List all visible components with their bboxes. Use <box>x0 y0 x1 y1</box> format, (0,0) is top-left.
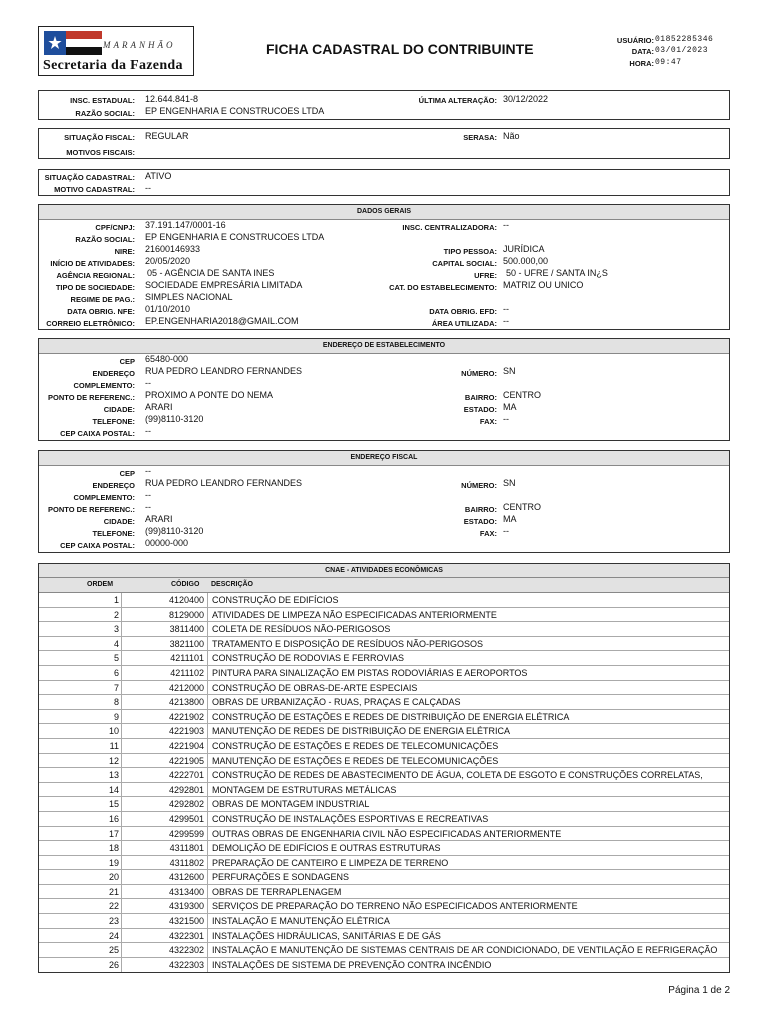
agencia-regional-label: AGÊNCIA REGIONAL: <box>56 271 135 280</box>
regime-pag-label: REGIME DE PAG.: <box>70 295 135 304</box>
data-obrig-efd-value: -- <box>503 304 509 314</box>
column-divider <box>121 666 122 680</box>
ee-endereco-value: RUA PEDRO LEANDRO FERNANDES <box>145 366 303 376</box>
cnae-ordem: 10 <box>108 726 119 737</box>
col-codigo-header: CÓDIGO <box>171 581 200 588</box>
cat-estabelecimento-label: CAT. DO ESTABELECIMENTO: <box>389 283 497 292</box>
insc-estadual-value: 12.644.841-8 <box>145 94 199 104</box>
ee-endereco-label: ENDEREÇO <box>92 369 135 378</box>
maranhao-flag-icon <box>44 31 102 55</box>
cnae-row <box>39 724 729 739</box>
cnae-codigo: 4322301 <box>123 929 208 943</box>
cnae-descricao: OBRAS DE MONTAGEM INDUSTRIAL <box>212 799 370 810</box>
ef-endereco-label: ENDEREÇO <box>92 481 135 490</box>
cnae-ordem: 5 <box>113 653 119 664</box>
ef-cidade-label: CIDADE: <box>103 517 135 526</box>
ee-estado-label: ESTADO: <box>463 405 497 414</box>
column-divider <box>121 885 122 899</box>
cnae-descricao: MANUTENÇÃO DE REDES DE DISTRIBUIÇÃO DE ENERGIA ELÉTRICA <box>212 726 511 737</box>
column-divider <box>121 593 122 607</box>
column-divider <box>121 754 122 768</box>
cnae-ordem: 22 <box>108 901 119 912</box>
cnae-row <box>39 914 729 929</box>
cnae-ordem: 26 <box>108 959 119 970</box>
cnae-descricao: MONTAGEM DE ESTRUTURAS METÁLICAS <box>212 784 397 795</box>
area-utilizada-value: -- <box>503 316 509 326</box>
ee-cep-value: 65480-000 <box>145 354 189 364</box>
dados-gerais-title: DADOS GERAIS <box>39 205 729 220</box>
tipo-sociedade-label: TIPO DE SOCIEDADE: <box>55 283 135 292</box>
ee-numero-label: NÚMERO: <box>461 369 497 378</box>
ee-cep-caixa-label: CEP CAIXA POSTAL: <box>60 429 135 438</box>
dg-razao-social-value: EP ENGENHARIA E CONSTRUCOES LTDA <box>145 232 325 242</box>
cnae-ordem: 21 <box>108 886 119 897</box>
cnae-ordem: 6 <box>113 667 119 678</box>
insc-centralizadora-label: INSC. CENTRALIZADORA: <box>402 223 497 232</box>
cnae-descricao: CONSTRUÇÃO DE ESTAÇÕES E REDES DE TELECOMUNICAÇÕES <box>212 740 499 751</box>
ef-estado-label: ESTADO: <box>463 517 497 526</box>
cnae-ordem: 2 <box>113 609 119 620</box>
cnae-codigo: 4212000 <box>123 681 208 695</box>
column-divider <box>121 797 122 811</box>
cnae-descricao: CONSTRUÇÃO DE OBRAS-DE-ARTE ESPECIAIS <box>212 682 418 693</box>
page-number: Página 1 de 2 <box>668 985 730 996</box>
cnae-codigo: 4319300 <box>123 899 208 913</box>
cnae-row <box>39 739 729 754</box>
cnae-descricao: CONSTRUÇÃO DE INSTALAÇÕES ESPORTIVAS E RECREATIVAS <box>212 813 489 824</box>
cnae-ordem: 1 <box>113 595 119 605</box>
cnae-codigo: 4299501 <box>123 812 208 826</box>
column-divider <box>121 681 122 695</box>
column-divider <box>121 899 122 913</box>
cnae-row <box>39 754 729 769</box>
cnae-codigo: 4211102 <box>123 666 208 680</box>
fiscal-box <box>38 128 730 159</box>
cat-estabelecimento-value: MATRIZ OU UNICO <box>503 280 584 290</box>
cnae-row <box>39 695 729 710</box>
sefaz-logo <box>38 26 194 76</box>
tipo-pessoa-label: TIPO PESSOA: <box>443 247 497 256</box>
ef-cep-label: CEP <box>119 469 135 478</box>
column-divider <box>121 783 122 797</box>
cnae-descricao: CONSTRUÇÃO DE ESTAÇÕES E REDES DE DISTRIBUIÇÃO DE ENERGIA ELÉTRICA <box>212 711 570 722</box>
agencia-regional-value: 05 - AGÊNCIA DE SANTA INES <box>147 268 275 278</box>
cnae-codigo: 4321500 <box>123 914 208 928</box>
cnae-codigo: 4213800 <box>123 695 208 709</box>
razao-social-label: RAZÃO SOCIAL: <box>75 109 135 118</box>
cnae-row <box>39 870 729 885</box>
cnae-ordem: 18 <box>108 843 119 854</box>
cnae-ordem: 19 <box>108 857 119 868</box>
dados-gerais-box <box>38 204 730 330</box>
identification-box <box>38 90 730 120</box>
nire-label: NIRE: <box>114 247 135 256</box>
serasa-label: SERASA: <box>463 133 497 142</box>
ee-cidade-label: CIDADE: <box>103 405 135 414</box>
cnae-row <box>39 943 729 958</box>
cnae-codigo: 4311802 <box>123 856 208 870</box>
ef-complemento-label: COMPLEMENTO: <box>73 493 135 502</box>
regime-pag-value: SIMPLES NACIONAL <box>145 292 233 302</box>
correio-eletronico-label: CORREIO ELETRÔNICO: <box>46 319 135 328</box>
cnae-codigo: 4312600 <box>123 870 208 884</box>
cnae-row <box>39 812 729 827</box>
cnae-descricao: OUTRAS OBRAS DE ENGENHARIA CIVIL NÃO ESPECIFICADAS ANTERIORMENTE <box>212 828 562 839</box>
column-divider <box>121 724 122 738</box>
ef-ponto-label: PONTO DE REFERENC.: <box>48 505 135 514</box>
endereco-fiscal-box <box>38 450 730 553</box>
cadastral-box <box>38 169 730 196</box>
ee-ponto-label: PONTO DE REFERENC.: <box>48 393 135 402</box>
cnae-ordem: 25 <box>108 945 119 956</box>
cnae-codigo: 3821100 <box>123 637 208 651</box>
cnae-descricao: PERFURAÇÕES E SONDAGENS <box>212 872 350 883</box>
column-divider <box>121 856 122 870</box>
serasa-value: Não <box>503 131 520 141</box>
ef-cep-caixa-label: CEP CAIXA POSTAL: <box>60 541 135 550</box>
razao-social-value: EP ENGENHARIA E CONSTRUCOES LTDA <box>145 106 325 116</box>
cnae-row <box>39 622 729 637</box>
col-ordem-header: ORDEM <box>87 581 114 588</box>
ee-bairro-label: BAIRRO: <box>464 393 497 402</box>
situacao-fiscal-value: REGULAR <box>145 131 189 141</box>
cnae-ordem: 8 <box>113 697 119 708</box>
cnae-ordem: 15 <box>108 799 119 810</box>
inicio-atividades-label: INÍCIO DE ATIVIDADES: <box>50 259 135 268</box>
column-divider <box>121 812 122 826</box>
cnae-ordem: 16 <box>108 813 119 824</box>
ee-complemento-label: COMPLEMENTO: <box>73 381 135 390</box>
cnae-row <box>39 608 729 623</box>
cnae-row <box>39 593 729 608</box>
endereco-estabelecimento-box <box>38 338 730 441</box>
column-divider <box>121 929 122 943</box>
ef-cep-value: -- <box>145 466 151 476</box>
insc-centralizadora-value: -- <box>503 220 509 230</box>
ee-fax-value: -- <box>503 414 509 424</box>
inicio-atividades-value: 20/05/2020 <box>145 256 191 266</box>
cnae-codigo: 4313400 <box>123 885 208 899</box>
cnae-column-headers <box>39 578 729 593</box>
cnae-descricao: OBRAS DE URBANIZAÇÃO - RUAS, PRAÇAS E CALÇADAS <box>212 697 461 708</box>
cnae-codigo: 4292801 <box>123 783 208 797</box>
ef-estado-value: MA <box>503 514 517 524</box>
column-divider <box>121 608 122 622</box>
cnae-descricao: CONSTRUÇÃO DE EDIFÍCIOS <box>212 595 339 605</box>
column-divider <box>121 841 122 855</box>
cnae-row <box>39 856 729 871</box>
ee-telefone-label: TELEFONE: <box>92 417 135 426</box>
cnae-codigo: 8129000 <box>123 608 208 622</box>
cnae-row <box>39 885 729 900</box>
cnae-descricao: OBRAS DE TERRAPLENAGEM <box>212 886 342 897</box>
cnae-codigo: 4222701 <box>123 768 208 782</box>
cnae-descricao: CONSTRUÇÃO DE REDES DE ABASTECIMENTO DE ÁGUA, COLETA DE ESGOTO E CONSTRUÇÕES CORRELATAS, <box>212 770 703 781</box>
cnae-ordem: 17 <box>108 828 119 839</box>
data-obrig-efd-label: DATA OBRIG. EFD: <box>429 307 497 316</box>
cnae-codigo: 4211101 <box>123 651 208 665</box>
cnae-codigo: 4221903 <box>123 724 208 738</box>
logo-state-text: MARANHÃO <box>103 40 176 50</box>
cnae-codigo: 4299599 <box>123 827 208 841</box>
cnae-row <box>39 666 729 681</box>
column-divider <box>121 637 122 651</box>
motivo-cadastral-value: -- <box>145 183 151 193</box>
cnae-ordem: 23 <box>108 916 119 927</box>
column-divider <box>121 622 122 636</box>
cnae-codigo: 4221905 <box>123 754 208 768</box>
cnae-codigo: 3811400 <box>123 622 208 636</box>
cnae-ordem: 12 <box>108 755 119 766</box>
data-obrig-nfe-value: 01/10/2010 <box>145 304 191 314</box>
cnae-descricao: INSTALAÇÃO E MANUTENÇÃO ELÉTRICA <box>212 916 390 927</box>
cnae-descricao: PINTURA PARA SINALIZAÇÃO EM PISTAS RODOVIÁRIAS E AEROPORTOS <box>212 667 528 678</box>
cnae-ordem: 14 <box>108 784 119 795</box>
cnae-codigo: 4221904 <box>123 739 208 753</box>
cnae-ordem: 4 <box>113 638 119 649</box>
ef-endereco-value: RUA PEDRO LEANDRO FERNANDES <box>145 478 303 488</box>
correio-eletronico-value: EP.ENGENHARIA2018@GMAIL.COM <box>145 316 299 326</box>
ee-estado-value: MA <box>503 402 517 412</box>
cnae-codigo: 4322302 <box>123 943 208 957</box>
ultima-alteracao-value: 30/12/2022 <box>503 94 549 104</box>
ef-numero-value: SN <box>503 478 516 488</box>
ufre-label: UFRE: <box>474 271 497 280</box>
cnae-codigo: 4322303 <box>123 958 208 972</box>
cnae-row <box>39 637 729 652</box>
ef-fax-value: -- <box>503 526 509 536</box>
col-descricao-header: DESCRIÇÃO <box>211 581 254 588</box>
ef-cidade-value: ARARI <box>145 514 173 524</box>
situacao-cadastral-label: SITUAÇÃO CADASTRAL: <box>44 173 135 182</box>
motivo-cadastral-label: MOTIVO CADASTRAL: <box>54 185 135 194</box>
column-divider <box>121 870 122 884</box>
cnae-descricao: SERVIÇOS DE PREPARAÇÃO DO TERRENO NÃO ESPECIFICADOS ANTERIORMENTE <box>212 901 578 912</box>
cnae-row <box>39 651 729 666</box>
data-obrig-nfe-label: DATA OBRIG. NFE: <box>67 307 135 316</box>
ef-numero-label: NÚMERO: <box>461 481 497 490</box>
cnae-codigo: 4292802 <box>123 797 208 811</box>
cnae-row <box>39 681 729 696</box>
cnae-ordem: 7 <box>113 682 119 693</box>
cnae-descricao: ATIVIDADES DE LIMPEZA NÃO ESPECIFICADAS ANTERIORMENTE <box>212 609 497 620</box>
cnae-row <box>39 710 729 725</box>
nire-value: 21600146933 <box>145 244 201 254</box>
data-value: 03/01/2023 <box>655 46 709 55</box>
tipo-pessoa-value: JURÍDICA <box>503 244 545 254</box>
cnae-row <box>39 797 729 812</box>
column-divider <box>121 710 122 724</box>
cnae-ordem: 20 <box>108 872 119 883</box>
hora-value: 09:47 <box>655 58 682 67</box>
area-utilizada-label: ÁREA UTILIZADA: <box>431 319 497 328</box>
ufre-value: 50 - UFRE / SANTA IN¿S <box>506 268 608 278</box>
column-divider <box>121 914 122 928</box>
cpf-cnpj-label: CPF/CNPJ: <box>95 223 135 232</box>
cnae-codigo: 4120400 <box>123 593 208 607</box>
ee-ponto-value: PROXIMO A PONTE DO NEMA <box>145 390 274 400</box>
usuario-value: 01852285346 <box>655 35 714 44</box>
cnae-table <box>38 563 730 973</box>
ee-cidade-value: ARARI <box>145 402 173 412</box>
cnae-rows <box>39 593 729 972</box>
cnae-ordem: 3 <box>113 624 119 635</box>
cnae-descricao: DEMOLIÇÃO DE EDIFÍCIOS E OUTRAS ESTRUTURAS <box>212 843 441 854</box>
ef-bairro-value: CENTRO <box>503 502 541 512</box>
cnae-descricao: MANUTENÇÃO DE ESTAÇÕES E REDES DE TELECOMUNICAÇÕES <box>212 755 499 766</box>
document-title: FICHA CADASTRAL DO CONTRIBUINTE <box>266 41 534 57</box>
cnae-descricao: TRATAMENTO E DISPOSIÇÃO DE RESÍDUOS NÃO-PERIGOSOS <box>212 638 484 649</box>
ef-telefone-value: (99)8110-3120 <box>145 526 204 536</box>
cnae-row <box>39 841 729 856</box>
cnae-codigo: 4311801 <box>123 841 208 855</box>
column-divider <box>121 768 122 782</box>
cnae-ordem: 11 <box>109 740 119 751</box>
cnae-ordem: 13 <box>108 770 119 781</box>
endereco-fiscal-title: ENDEREÇO FISCAL <box>39 451 729 466</box>
situacao-fiscal-label: SITUAÇÃO FISCAL: <box>64 133 135 142</box>
cnae-title: CNAE - ATIVIDADES ECONÔMICAS <box>39 564 729 578</box>
situacao-cadastral-value: ATIVO <box>145 171 172 181</box>
column-divider <box>121 943 122 957</box>
cnae-descricao: PREPARAÇÃO DE CANTEIRO E LIMPEZA DE TERRENO <box>212 857 449 868</box>
column-divider <box>121 958 122 973</box>
ee-cep-caixa-value: -- <box>145 426 151 436</box>
cpf-cnpj-value: 37.191.147/0001-16 <box>145 220 226 230</box>
cnae-descricao: CONSTRUÇÃO DE RODOVIAS E FERROVIAS <box>212 653 405 664</box>
column-divider <box>121 739 122 753</box>
cnae-row <box>39 929 729 944</box>
cnae-row <box>39 768 729 783</box>
capital-social-label: CAPITAL SOCIAL: <box>432 259 497 268</box>
motivos-fiscais-label: MOTIVOS FISCAIS: <box>66 148 135 157</box>
ef-fax-label: FAX: <box>479 529 497 538</box>
data-label: DATA: <box>631 47 654 56</box>
insc-estadual-label: INSC. ESTADUAL: <box>70 96 135 105</box>
ef-telefone-label: TELEFONE: <box>92 529 135 538</box>
column-divider <box>121 695 122 709</box>
column-divider <box>121 651 122 665</box>
cnae-row <box>39 899 729 914</box>
cnae-descricao: INSTALAÇÕES HIDRÁULICAS, SANITÁRIAS E DE GÁS <box>212 930 441 941</box>
column-divider <box>121 827 122 841</box>
cnae-row <box>39 958 729 973</box>
ee-fax-label: FAX: <box>479 417 497 426</box>
cnae-descricao: INSTALAÇÕES DE SISTEMA DE PREVENÇÃO CONTRA INCÊNDIO <box>212 959 492 970</box>
dg-razao-social-label: RAZÃO SOCIAL: <box>75 235 135 244</box>
cnae-row <box>39 783 729 798</box>
cnae-row <box>39 827 729 842</box>
ee-complemento-value: -- <box>145 378 151 388</box>
capital-social-value: 500.000,00 <box>503 256 549 266</box>
ef-bairro-label: BAIRRO: <box>464 505 497 514</box>
endereco-estabelecimento-title: ENDEREÇO DE ESTABELECIMENTO <box>39 339 729 354</box>
ee-bairro-value: CENTRO <box>503 390 541 400</box>
cnae-ordem: 24 <box>108 930 119 941</box>
ef-complemento-value: -- <box>145 490 151 500</box>
ee-telefone-value: (99)8110-3120 <box>145 414 204 424</box>
cnae-ordem: 9 <box>113 711 119 722</box>
ultima-alteracao-label: ÚLTIMA ALTERAÇÃO: <box>418 96 497 105</box>
usuario-label: USUÁRIO: <box>616 36 654 45</box>
cnae-descricao: INSTALAÇÃO E MANUTENÇÃO DE SISTEMAS CENTRAIS DE AR CONDICIONADO, DE VENTILAÇÃO E REFRIGERAÇÃO <box>212 945 718 956</box>
cnae-codigo: 4221902 <box>123 710 208 724</box>
hora-label: HORA: <box>629 59 654 68</box>
ee-cep-label: CEP <box>119 357 135 366</box>
cnae-descricao: COLETA DE RESÍDUOS NÃO-PERIGOSOS <box>212 624 391 635</box>
logo-secretaria-text: Secretaria da Fazenda <box>43 58 183 73</box>
ee-numero-value: SN <box>503 366 516 376</box>
ef-cep-caixa-value: 00000-000 <box>145 538 189 548</box>
ef-ponto-value: -- <box>145 502 151 512</box>
tipo-sociedade-value: SOCIEDADE EMPRESÁRIA LIMITADA <box>145 280 303 290</box>
